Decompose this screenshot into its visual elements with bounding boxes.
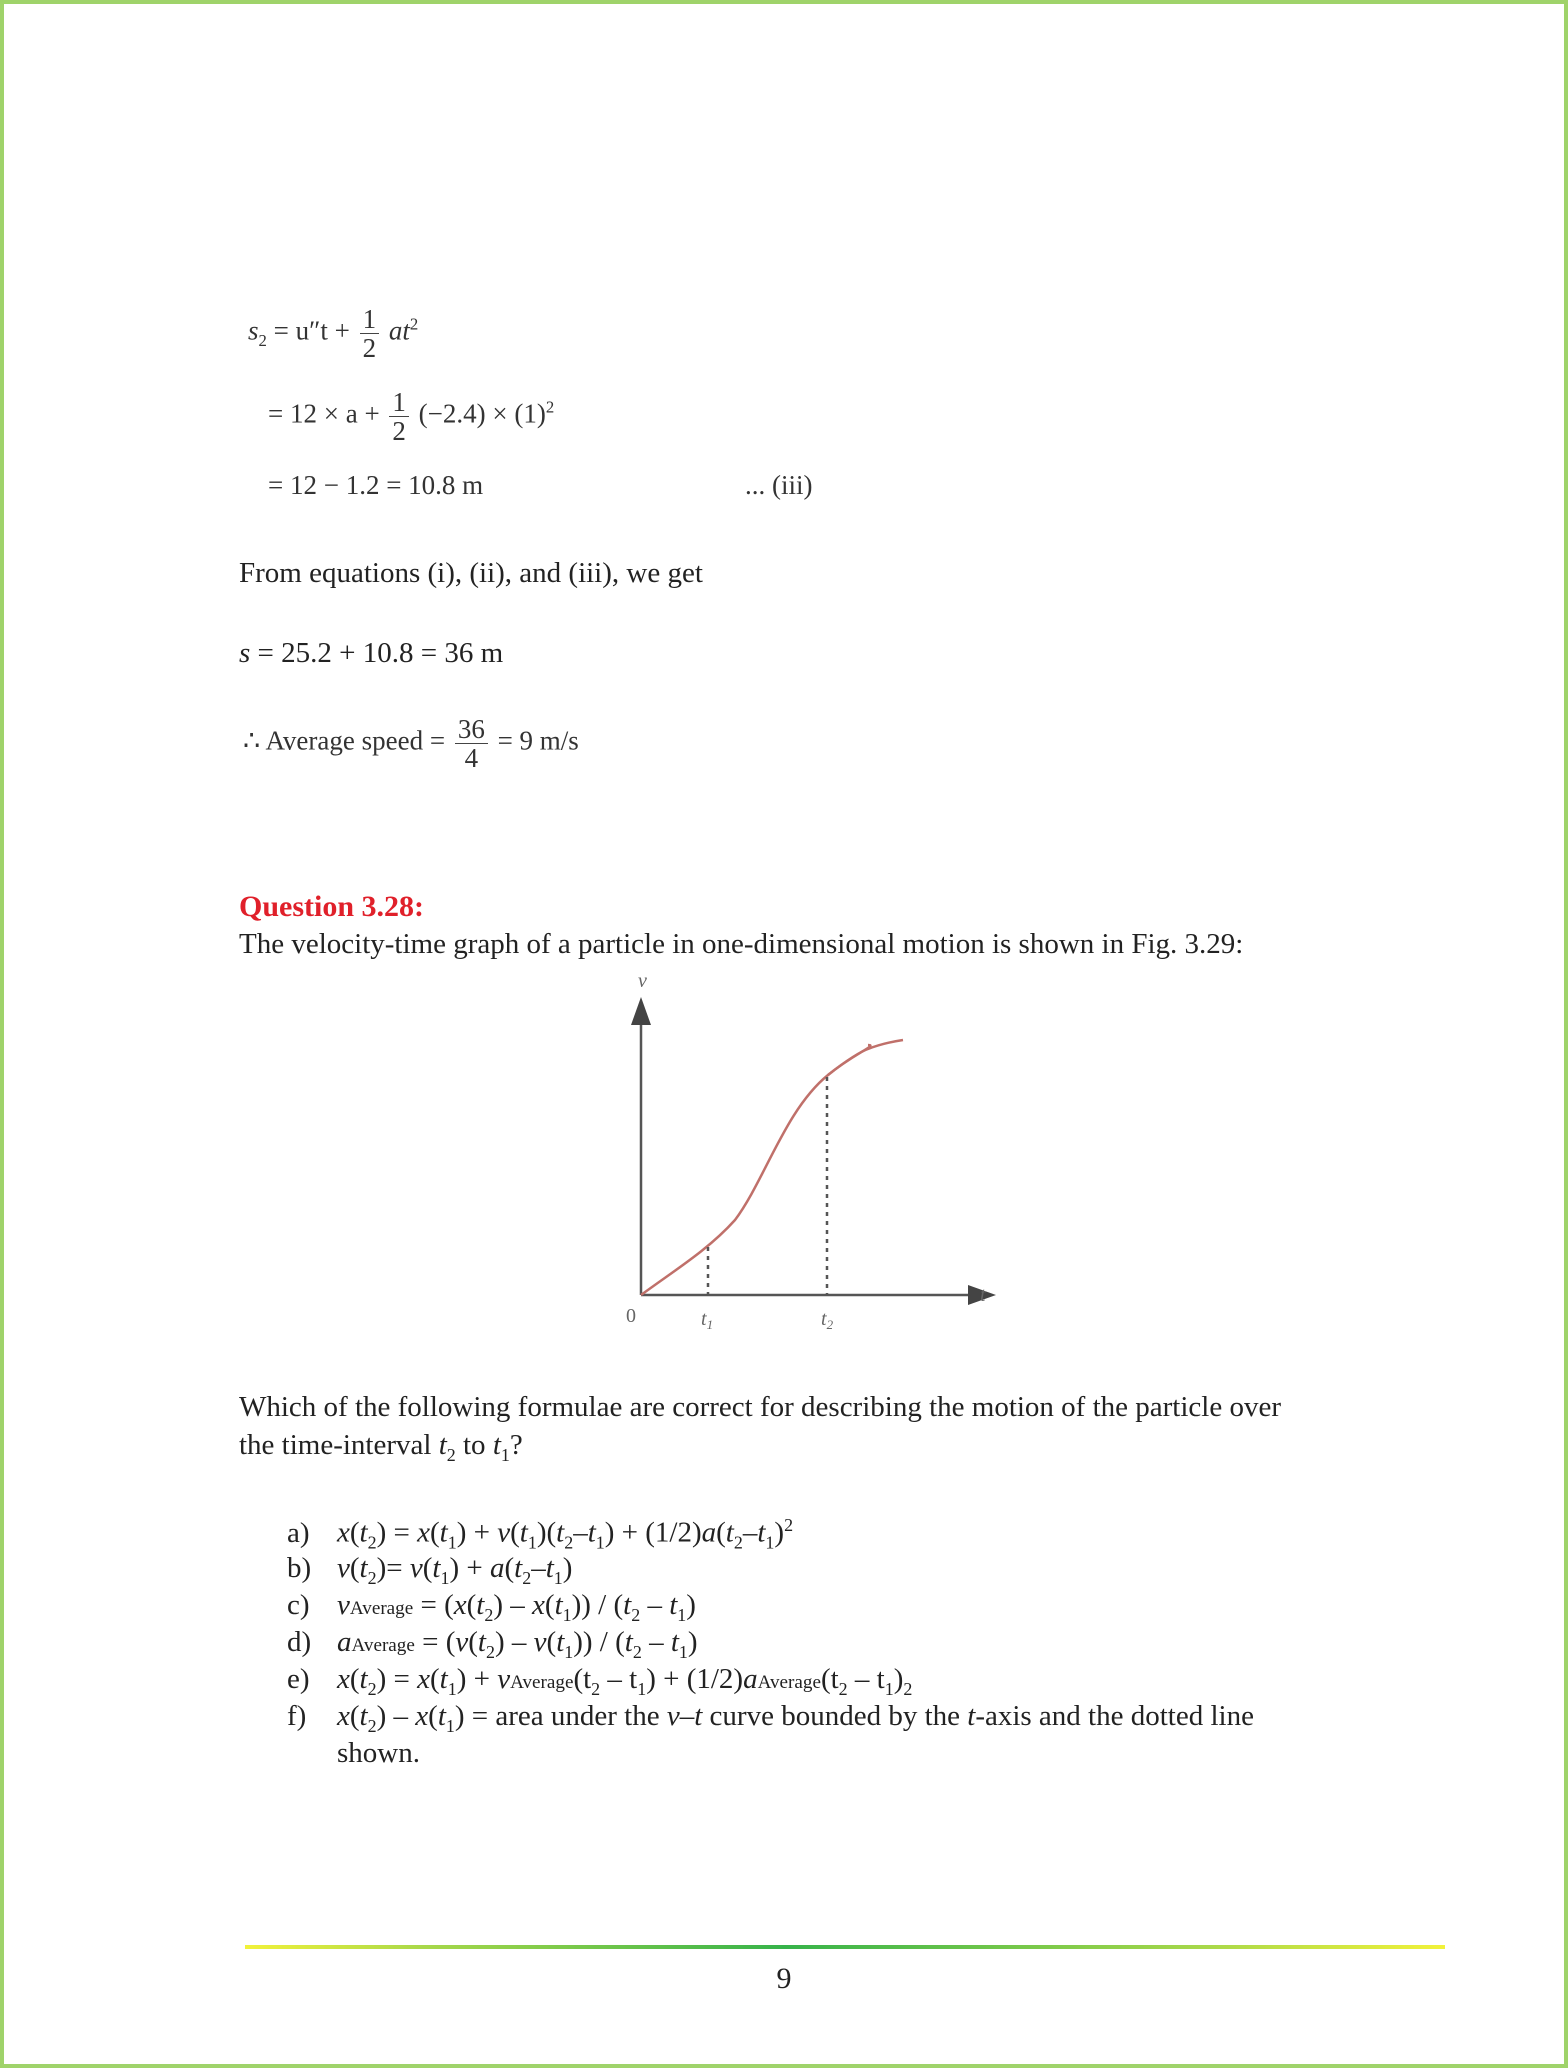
option-c: c) vAverage = $(x(t_2) - x(t_1)) / (t_2 - t_1)$ (287, 1589, 696, 1625)
t2-label: $t_2$ (821, 1308, 834, 1332)
page-number: 9 (776, 1962, 792, 1995)
footer-divider (245, 1944, 1445, 1950)
fraction-half: $\frac{1}{2}$ (389, 388, 409, 445)
t1-label: $t_1$ (701, 1308, 714, 1332)
y-axis-label: v (638, 970, 647, 992)
option-b: b) $v(t_2)= v(t_1) + a(t_2-t_1)$ (287, 1552, 573, 1588)
velocity-curve-tail (828, 1040, 903, 1075)
equation-s2: $s_2 = u''t$ + $\frac{1}{2}$ $at^2$ (248, 304, 419, 363)
option-f-continued: shown. (337, 1737, 420, 1769)
equation-result: = 12 − 1.2 = 10.8 m (268, 470, 484, 500)
origin-label: 0 (626, 1305, 636, 1327)
velocity-time-graph (600, 965, 1020, 1340)
question-prompt-line2: the time-interval $t_2$ to $t_1$? (239, 1429, 523, 1465)
equation-substitution: = 12 × a + $\frac{1}{2}$ $(-2.4) \times (1)^2$ (268, 387, 555, 446)
question-title: Question 3.28: (239, 890, 425, 923)
average-speed-equation: ∴ Average speed = $\frac{36}{4}$ = 9 m/s (243, 714, 579, 773)
graph-svg (600, 965, 1020, 1335)
y-axis-arrow (631, 997, 651, 1025)
question-text: The velocity-time graph of a particle in one-dimensional motion is shown in Fig. 3.29: (239, 928, 1244, 960)
option-d: d) aAverage = $(v(t_2) - v(t_1)) / (t_2 - t_1)$ (287, 1626, 698, 1662)
question-prompt-line1: Which of the following formulae are correct for describing the motion of the particle over (239, 1391, 1281, 1423)
x-axis-label: t (980, 1284, 986, 1306)
fraction-36-4: $\frac{36}{4}$ (455, 715, 488, 772)
option-a: a) $x(t_2) = x(t_1) + v(t_1)(t_2-t_1) + (1/2)a(t_2-t_1)^2$ (287, 1515, 794, 1553)
equation-tag-iii: ... (iii) (745, 470, 813, 500)
option-f: f) $x(t_2) - x(t_1)$ = area under the v–t curve bounded by the t-axis and the dotted line (287, 1700, 1254, 1736)
fraction-half: $\frac{1}{2}$ (360, 305, 380, 362)
option-e: e) $x(t_2) = x(t_1)$ + $vAverage(t_2 - t_1)$ + $(1/2)aAverage(t_2 - t_1)_2$ (287, 1663, 913, 1699)
from-equations-text: From equations (i), (ii), and (iii), we get (239, 557, 703, 589)
velocity-curve (641, 1045, 870, 1295)
total-distance-equation: s = 25.2 + 10.8 = 36 m (239, 637, 504, 669)
